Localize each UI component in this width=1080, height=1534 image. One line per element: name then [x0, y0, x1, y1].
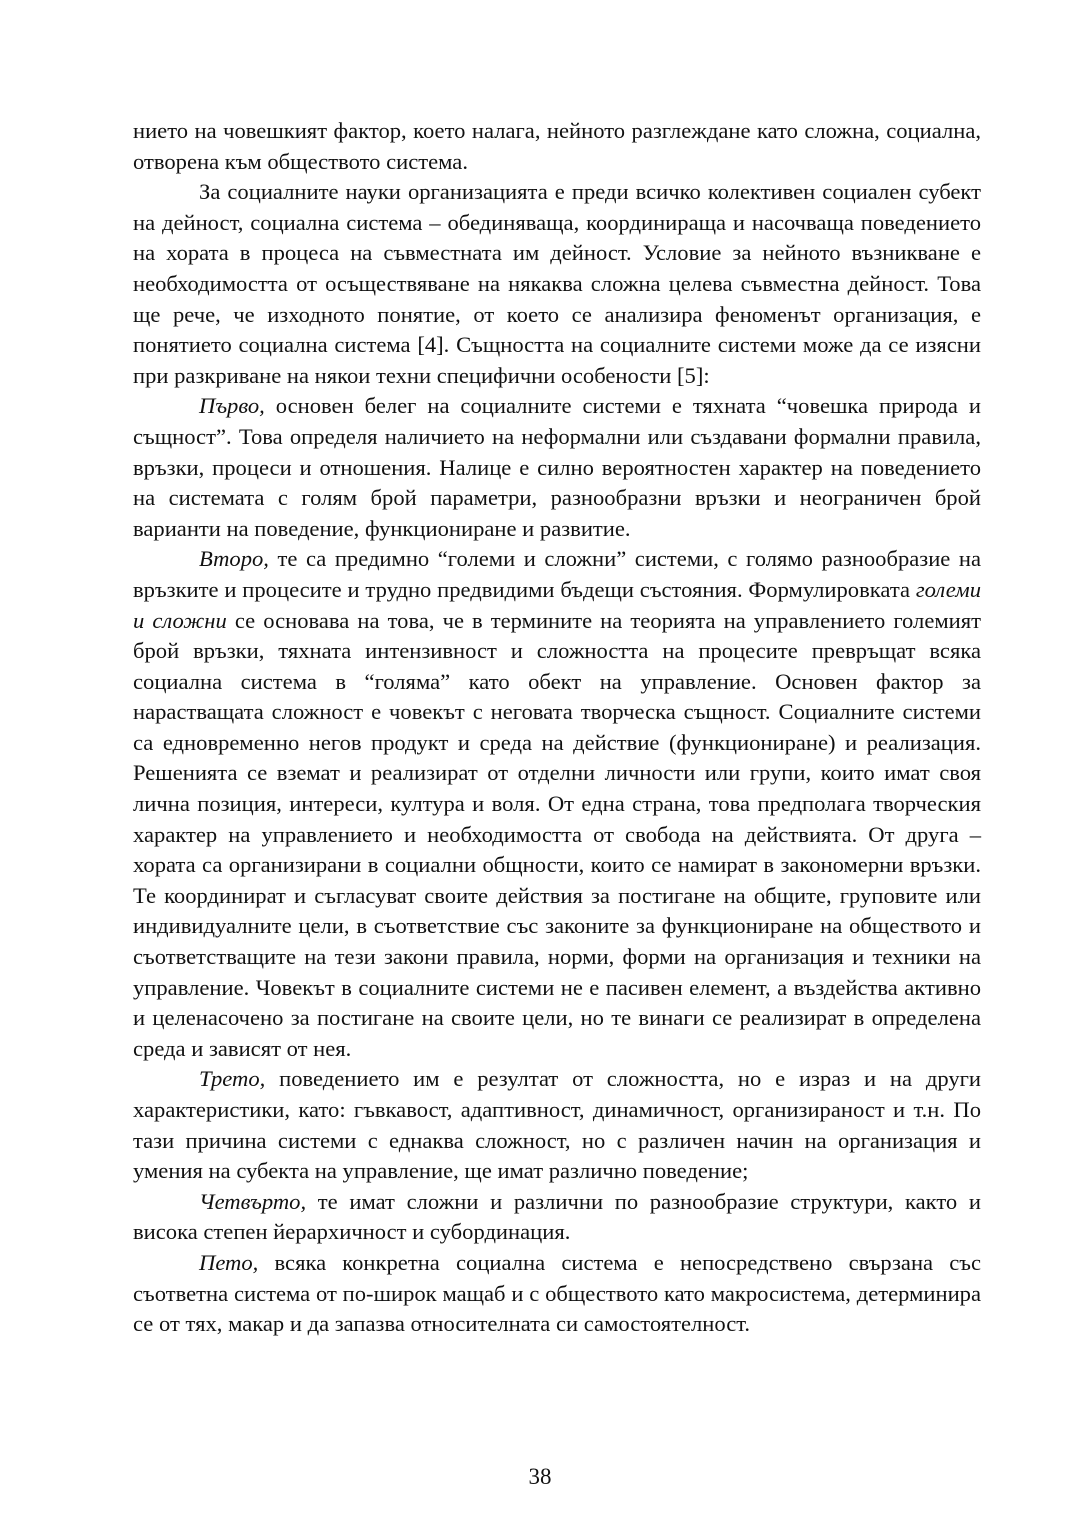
paragraph-text: За социалните науки организацията е преди всичко колективен социален субект на дейност, социална система – обединяваща, координираща и насочваща поведението на хората в процеса на съвместната им дейност. Условие за нейното възникване е необходимостта от осъществяване на някаква сложна целева съвместна дейност. Това ще рече, че изходното понятие, от което се анализира феноменът организация, е понятието социална система [4]. Същността на социалните системи може да се изясни при разкриване на някои техни специфични особености [5]:: [133, 179, 981, 388]
paragraph-text: основен белег на социалните системи е тяхната “човешка природа и същност”. Това определя наличието на неформални или създавани формални правила, връзки, процеси и отношения. Налице е силно вероятностен характер на поведението на системата с голям брой параметри, разнообразни връзки и неограничен брой варианти на поведение, функциониране и развитие.: [133, 393, 981, 541]
paragraph-lead-italic: Пето,: [199, 1249, 259, 1275]
paragraph-lead-italic: Първо,: [199, 393, 265, 419]
paragraph-text: се основава на това, че в термините на теорията на управлението големият брой връзки, тяхната интензивност и сложността на процесите превръщат всяка социална система в “голяма” като обект на управление. Основен фактор за нарастващата сложност е човекът с неговата творческа същност. Социалните системи са едновременно негов продукт и среда на действие (функциониране) и реализация. Решенията се вземат и реализират от отделни личности или групи, които имат своя лична позиция, интереси, култура и воля. От една страна, това предполага творческия характер на управлението и необходимостта от свобода на действията. От друга – хората са организирани в социални общности, които се намират в закономерни връзки. Те координират и съгласуват своите действия за постигане на общите, груповите или индивидуалните цели, в съответствие със законите за функциониране на обществото и съответстващите на тези закони правила, норми, форми на организация и техники на управление. Човекът в социалните системи не е пасивен елемент, а въздейства активно и целенасочено за постигане на своите цели, но те винаги се реализират в определена среда и зависят от нея.: [133, 607, 981, 1061]
paragraph-text: те са предимно “големи и сложни” системи, с голямо разнообразие на връзките и процесите и трудно предвидими бъдещи състояния. Формулировката: [133, 546, 981, 602]
document-page: [133, 116, 981, 1340]
paragraph-text: поведението им е резултат от сложността, но е израз и на други характеристики, като: гъвкавост, адаптивност, динамичност, организираност и т.н. По тази причина системи с еднаква сложност, но с различен начин на организация и умения на субекта на управление, ще имат различно поведение;: [133, 1066, 981, 1184]
page-number: 38: [528, 1464, 552, 1489]
paragraph-text: те имат сложни и различни по разнообразие структури, както и висока степен йерархичност и субординация.: [133, 1188, 981, 1245]
paragraph-fifth: [133, 1248, 981, 1340]
paragraph-fourth: [133, 1187, 981, 1248]
paragraph-third: [133, 1064, 981, 1186]
paragraph-lead-italic: Четвърто,: [199, 1188, 307, 1214]
paragraph-text: нието на човешкият фактор, което налага, нейното разглеждане като сложна, социална, отворена към обществото система.: [133, 118, 981, 174]
paragraph-first: [133, 391, 981, 544]
paragraph-text: всяка конкретна социална система е непосредствено свързана със съответна система от по-широк мащаб и с обществото като макросистема, детерминира се от тях, макар и да запазва относителната си самостоятелност.: [133, 1249, 981, 1337]
paragraph-second: [133, 544, 981, 1064]
emphasis-italic: големи и сложни: [133, 576, 981, 633]
paragraph-social-sciences: [133, 177, 981, 391]
paragraph-lead-italic: Второ,: [199, 546, 269, 572]
paragraph-continuation: [133, 116, 981, 177]
paragraph-lead-italic: Трето,: [199, 1066, 266, 1092]
